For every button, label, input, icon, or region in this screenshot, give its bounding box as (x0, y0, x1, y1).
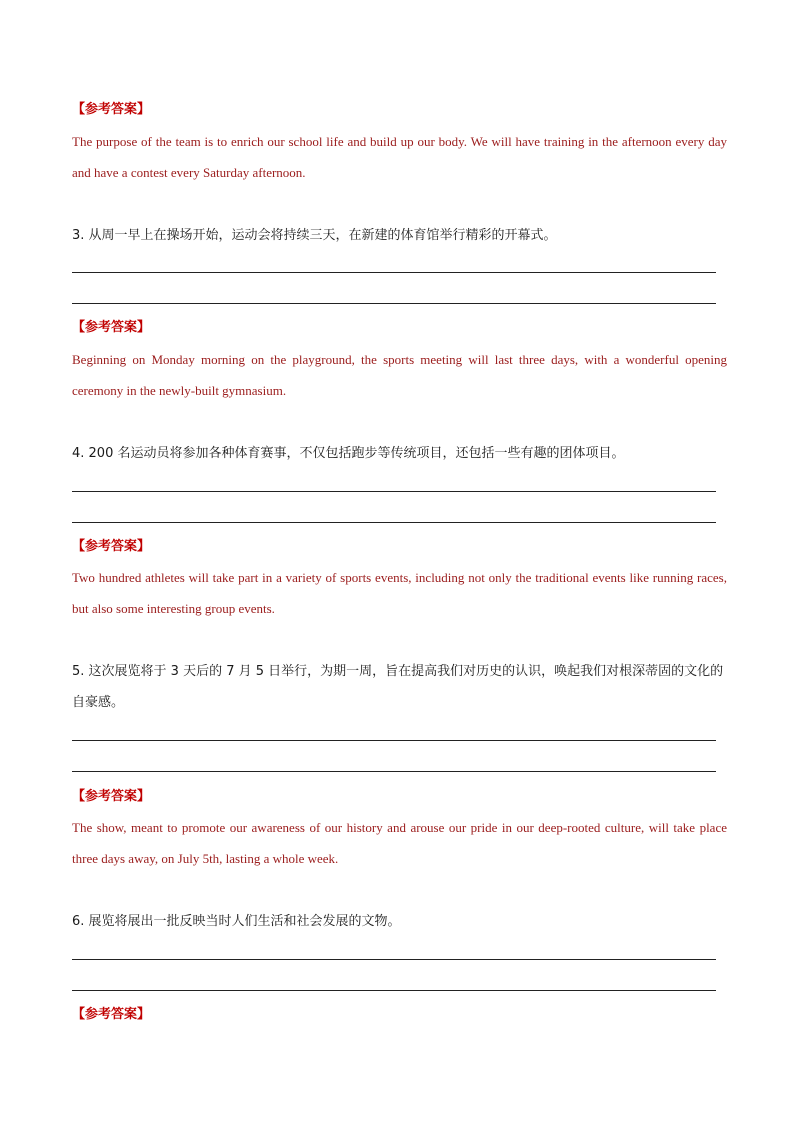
answer-label-1: 【参考答案】 (72, 102, 151, 117)
answer-line (72, 491, 716, 492)
answer-text-3: Beginning on Monday morning on the playground, the sports meeting will last three days, with a wonderful opening ceremony in the newly-built gymnasium. (72, 352, 727, 398)
answer-line (72, 959, 716, 960)
answer-label-3: 【参考答案】 (72, 320, 151, 335)
question-5: 5. 这次展览将于 3 天后的 7 月 5 日举行，为期一周，旨在提高我们对历史的认识，唤起我们对根深蒂固的文化的自豪感。 (72, 664, 724, 710)
answer-label-4: 【参考答案】 (72, 539, 151, 554)
question-6: 6. 展览将展出一批反映当时人们生活和社会发展的文物。 (72, 914, 401, 929)
answer-line (72, 771, 716, 772)
answer-line (72, 990, 716, 991)
answer-line (72, 303, 716, 304)
answer-label-5: 【参考答案】 (72, 789, 151, 804)
answer-text-5: The show, meant to promote our awareness of our history and arouse our pride in our deep-rooted culture, will take place three days away, on July 5th, lasting a whole week. (72, 820, 727, 866)
answer-line (72, 740, 716, 741)
answer-text-4: Two hundred athletes will take part in a variety of sports events, including not only the traditional events like running races, but also some interesting group events. (72, 570, 727, 616)
answer-line (72, 272, 716, 273)
answer-line (72, 522, 716, 523)
question-3: 3. 从周一早上在操场开始，运动会将持续三天，在新建的体育馆举行精彩的开幕式。 (72, 228, 557, 243)
question-4: 4. 200 名运动员将参加各种体育赛事，不仅包括跑步等传统项目，还包括一些有趣的团体项目。 (72, 446, 625, 461)
answer-text-1: The purpose of the team is to enrich our school life and build up our body. We will have training in the afternoon every day and have a contest every Saturday afternoon. (72, 134, 727, 180)
answer-label-6: 【参考答案】 (72, 1007, 151, 1022)
